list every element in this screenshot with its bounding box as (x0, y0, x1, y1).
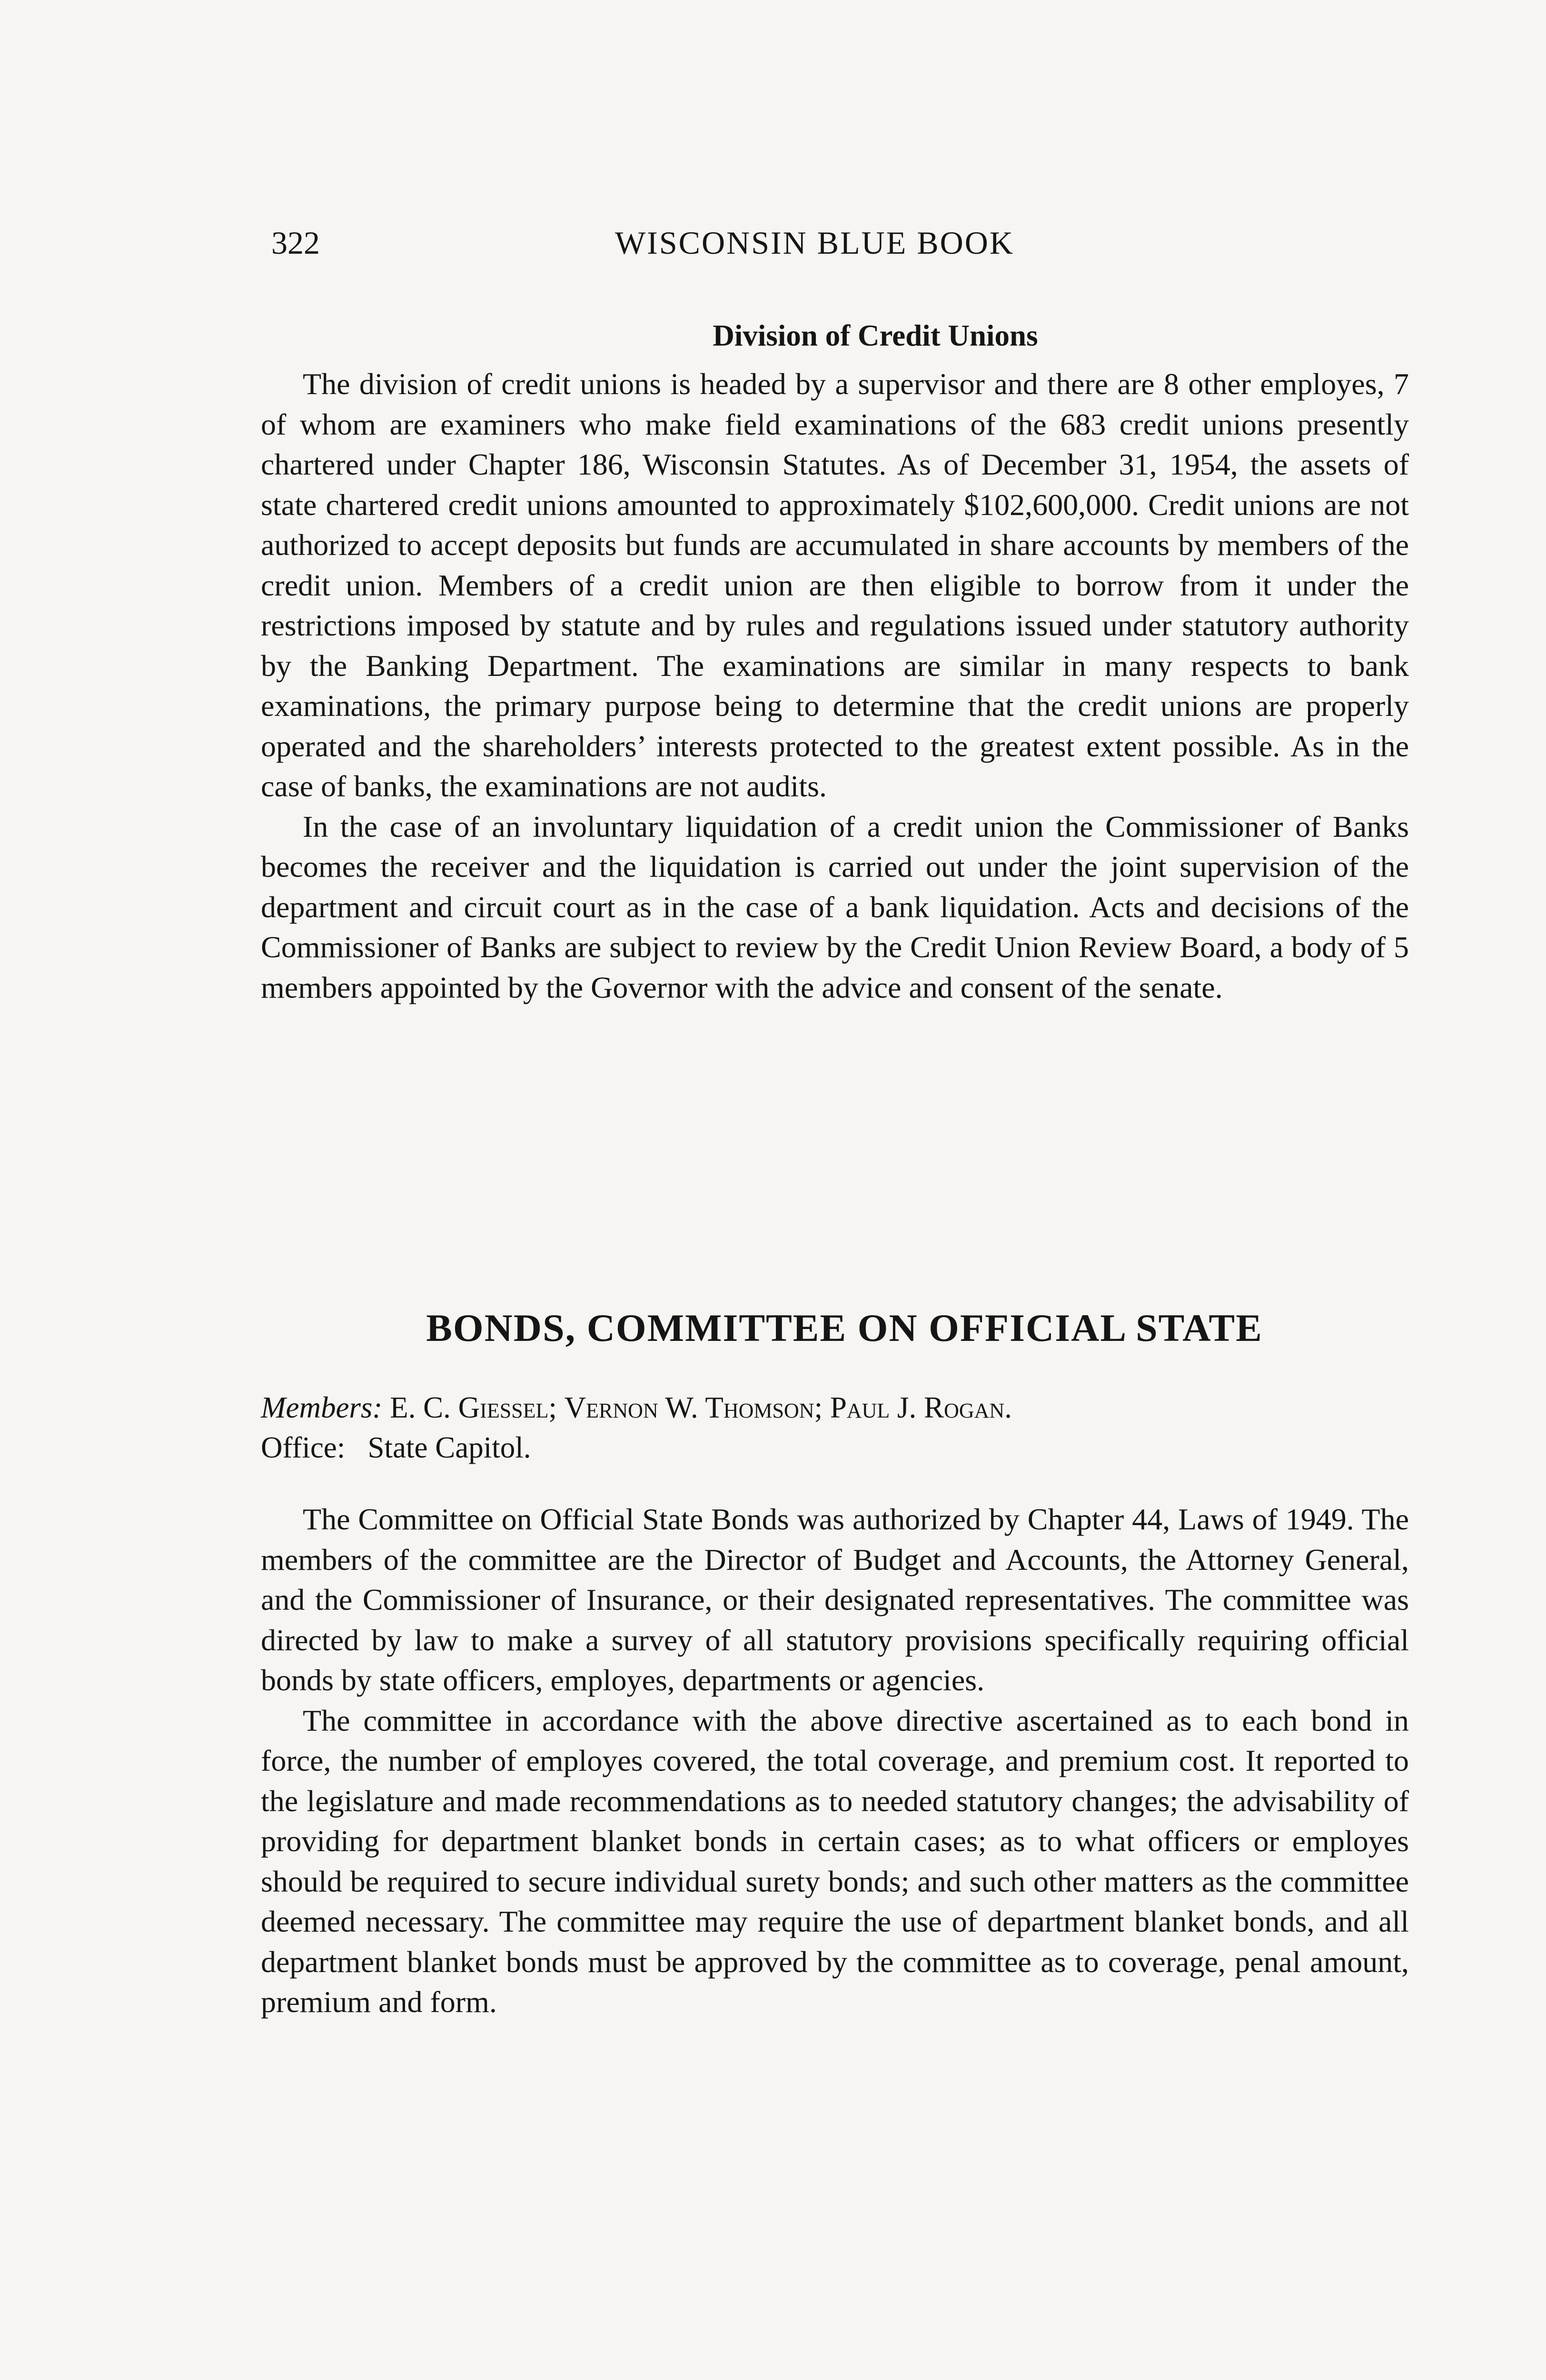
members-line: Members: E. C. Giessel; Vernon W. Thomson; Paul J. Rogan. (261, 1391, 1012, 1424)
member-name: Paul J. Rogan (830, 1391, 1005, 1424)
member-name: E. C. Giessel (390, 1391, 549, 1424)
members-label: Members: (261, 1391, 383, 1424)
running-title: WISCONSIN BLUE BOOK (615, 225, 1014, 261)
division-paragraph-1: The division of credit unions is headed by a supervisor and there are 8 other employes, 7 of whom are examiners who make field examinations of the 683 credit unions presently chartered under Chapter 186, Wisconsin Statutes. As of December 31, 1954, the assets of state chartered credit unions amounted to approximately $102,600,000. Credit unions are not authorized to accept deposits but funds are accumulated in share accounts by members of the credit union. Members of a credit union are then eligible to borrow from it under the restrictions imposed by statute and by rules and regulations issued under statutory authority by the Banking Department. The examinations are similar in many respects to bank examinations, the primary purpose being to determine that the credit unions are properly operated and the shareholders’ interests protected to the greatest extent possible. As in the case of banks, the examinations are not audits. (261, 367, 1409, 803)
running-head (261, 221, 1409, 264)
committee-paragraph-2: The committee in accordance with the above directive ascertained as to each bond in force, the number of employes covered, the total coverage, and premium cost. It reported to the legislature and made recommendations as to needed statutory changes; the advisability of providing for department blanket bonds in certain cases; as to what officers or employes should be required to secure individual surety bonds; and such other matters as the committee deemed necessary. The committee may require the use of department blanket bonds, and all department blanket bonds must be approved by the committee as to coverage, penal amount, premium and form. (261, 1703, 1409, 2019)
office-line (261, 1428, 1409, 1468)
committee-body (261, 1499, 1409, 2023)
division-body (261, 364, 1409, 1008)
office-label: Office: (261, 1431, 346, 1464)
division-paragraph-2: In the case of an involuntary liquidation of a credit union the Commissioner of Banks becomes the receiver and the liquidation is carried out under the joint supervision of the department and circuit court as in the case of a bank liquidation. Acts and decisions of the Commissioner of Banks are subject to review by the Credit Union Review Board, a body of 5 members appointed by the Governor with the advice and consent of the senate. (261, 809, 1409, 1004)
page-number: 322 (271, 225, 320, 261)
committee-members-block (261, 1388, 1409, 1468)
committee-paragraph-1: The Committee on Official State Bonds was authorized by Chapter 44, Laws of 1949. The members of the committee are the Director of Budget and Accounts, the Attorney General, and the Commissioner of Insurance, or their designated representatives. The committee was directed by law to make a survey of all statutory provisions specifically requiring official bonds by state officers, employes, departments or agencies. (261, 1502, 1409, 1697)
office-value: State Capitol. (367, 1431, 531, 1464)
member-name: Vernon W. Thomson (564, 1391, 814, 1424)
division-heading: Division of Credit Unions (713, 319, 1038, 352)
committee-heading: BONDS, COMMITTEE ON OFFICIAL STATE (426, 1306, 1263, 1349)
